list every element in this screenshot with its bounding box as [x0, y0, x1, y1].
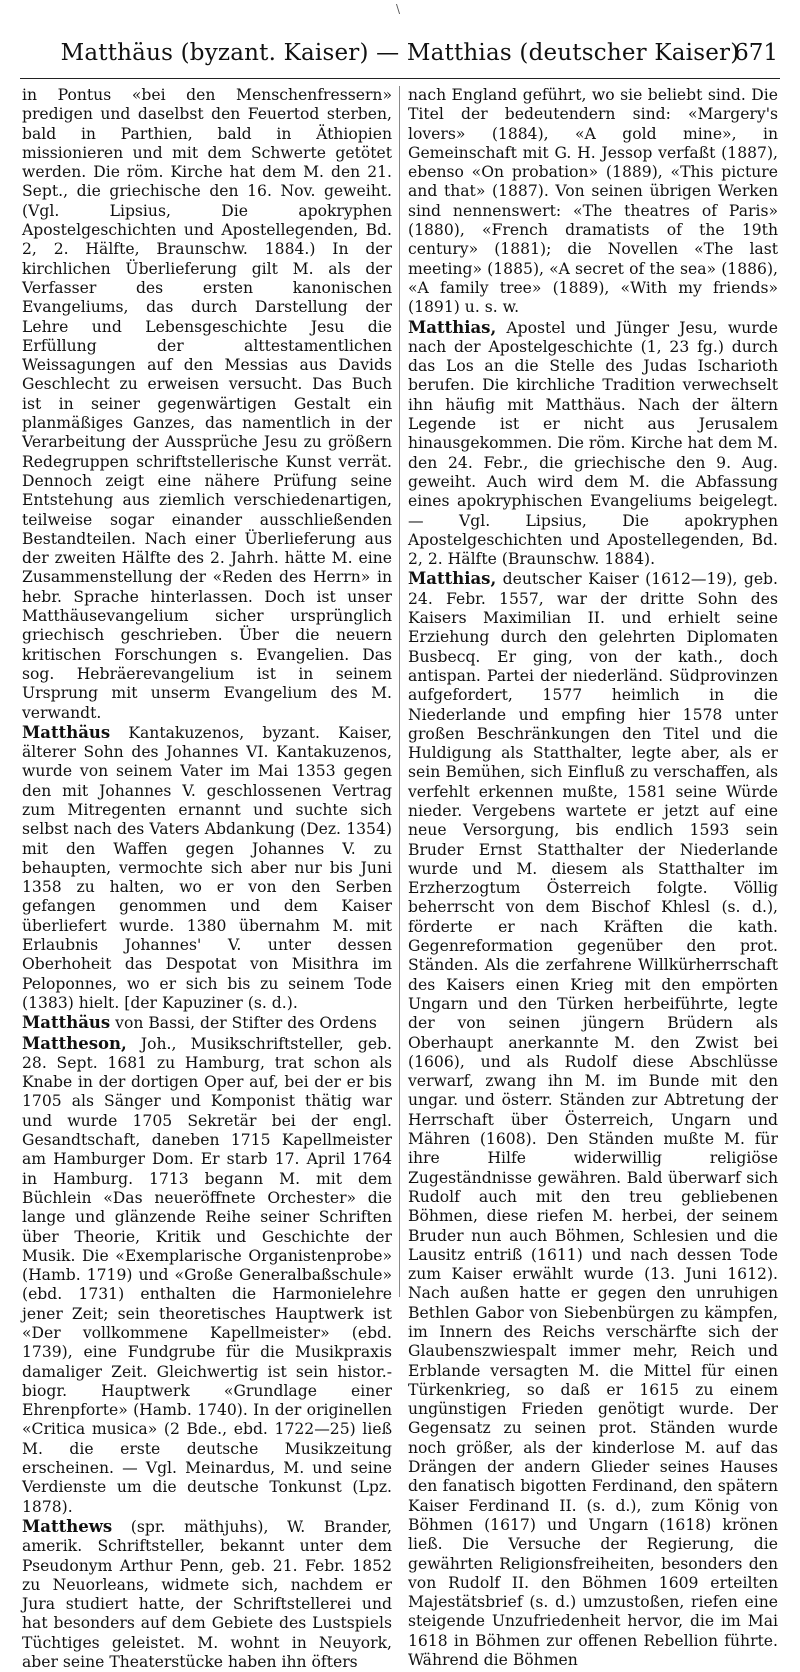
running-head: Matthäus (byzant. Kaiser) — Matthias (deutscher Kaiser) [60, 40, 740, 66]
entry-headword: Matthäus [22, 1013, 111, 1033]
entry-text: von Bassi, der Stifter des Ordens [110, 1014, 377, 1033]
entry-continuation [22, 86, 392, 723]
entry [408, 569, 778, 1670]
entry [22, 1034, 392, 1517]
page-mark: \ [396, 2, 401, 16]
entry [22, 1517, 392, 1672]
entry [22, 1013, 392, 1033]
entry-text: deutscher Kaiser (1612—19), geb. 24. Febr. 1557, war der dritte Sohn des Kaisers Maximilian II. und erhielt seine Erziehung durch den gelehrten Diplomaten Busbecq. Er ging, von der kath., doch antispan. Partei der niederländ. Südprovinzen aufgefordert, 1577 heimlich in die Niederlande und empfing hier 1578 unter großen Beschränkungen den Titel und die Huldigung als Statthalter, legte aber, als er sein Bemühen, sich Einfluß zu verschaffen, als verfehlt erkennen mußte, 1581 seine Würde nieder. Vergebens wartete er jetzt auf eine neue Versorgung, bis endlich 1593 sein Bruder Ernst Statthalter der Niederlande wurde und M. diesem als Statthalter im Erzherzogtum Österreich folgte. Völlig beherrscht von dem Bischof Khlesl (s. d.), förderte er nach Kräften die kath. Gegenreformation gegenüber den prot. Ständen. Als die zerfahrene Willkürherrschaft des Kaisers einen Krieg mit den empörten Ungarn und den Türken herbeiführte, legte der von seinen jüngern Brüdern als Oberhaupt anerkannte M. den Zwist bei (1606), und als Rudolf diese Abschlüsse verwarf, zwang ihn M. im Bunde mit den ungar. und österr. Ständen zur Abtretung der Herrschaft über Österreich, Ungarn und Mähren (1608). Den Ständen mußte M. für ihre Hilfe widerwillig religiöse Zugeständnisse gewähren. Bald überwarf sich Rudolf auch mit den treu gebliebenen Böhmen, diese riefen M. herbei, der seinem Bruder nun auch Böhmen, Schlesien und die Lausitz entriß (1611) und nach dessen Tode zum Kaiser erwählt wurde (13. Juni 1612). Nach außen hatte er gegen den unruhigen Bethlen Gabor von Siebenbürgen zu kämpfen, im Innern des Reichs verschärfte sich der Glaubenszwiespalt immer mehr, Reich und Erblande versagten M. die Mittel für einen Türkenkrieg, so daß er 1615 zu einem ungünstigen Frieden genötigt wurde. Der Gegensatz zu seinen prot. Ständen wurde noch größer, als der kinderlose M. auf das Drängen der andern Glieder seines Hauses den fanatisch bigotten Ferdinand, den spätern Kaiser Ferdinand II. (s. d.), zum König von Böhmen (1617) und Ungarn (1618) krönen ließ. Die Versuche der Regierung, die gewährten Religionsfreiheiten, besonders den von Rudolf II. den Böhmen 1609 erteilten Majestätsbrief (s. d.) umzustoßen, riefen eine steigende Unzufriedenheit hervor, die im Mai 1618 in Böhmen zur offenen Rebellion führte. Während die Böhmen [408, 570, 778, 1670]
entry-headword: Mattheson, [22, 1033, 127, 1053]
entry [22, 723, 392, 1013]
entry-text: in Pontus «bei den Menschenfressern» predigen und daselbst den Feuertod sterben, bald in Parthien, bald in Äthiopien missionieren und mit dem Schwerte getötet werden. Die röm. Kirche hat dem M. den 21. Sept., die griechische den 16. Nov. geweiht. (Vgl. Lipsius, Die apokryphen Apostelgeschichten und Apostellegenden, Bd. 2, 2. Hälfte, Braunschw. 1884.) In der kirchlichen Überlieferung gilt M. als der Verfasser des ersten kanonischen Evangeliums, das durch Darstellung der Lehre und Lebensgeschichte Jesu die Erfüllung der alttestamentlichen Weissagungen auf den Messias aus Davids Geschlecht zu erweisen versucht. Das Buch ist in seiner gegenwärtigen Gestalt ein planmäßiges Ganzes, das namentlich in der Verarbeitung der Aussprüche Jesu zu größern Redegruppen schriftstellerische Kunst verrät. Dennoch zeigt eine nähere Prüfung seine Entstehung aus ziemlich verschiedenartigen, teilweise sogar einander ausschließenden Bestandteilen. Nach einer Überlieferung aus der zweiten Hälfte des 2. Jahrh. hätte M. eine Zusammenstellung der «Reden des Herrn» in hebr. Sprache hinterlassen. Doch ist unser Matthäusevangelium sicher ursprünglich griechisch geschrieben. Über die neuern kritischen Forschungen s. Evangelien. Das sog. Hebräerevangelium ist in seinem Ursprung mit unserm Evangelium des M. verwandt. [22, 86, 392, 722]
entry [408, 318, 778, 570]
entry-text: (spr. mäthjuhs), W. Brander, amerik. Schriftsteller, bekannt unter dem Pseudonym Arthur Penn, geb. 21. Febr. 1852 zu Neuorleans, widmete sich, nachdem er Jura studiert hatte, der Schriftstellerei und hat besonders auf dem Gebiete des Lustspiels Tüchtiges geleistet. M. wohnt in Neuyork, aber seine Theaterstücke haben ihn öfters [22, 1517, 392, 1672]
entry-text: Apostel und Jünger Jesu, wurde nach der Apostelgeschichte (1, 23 fg.) durch das Los an die Stelle des Judas Ischarioth berufen. Die kirchliche Tradition verwechselt ihn häufig mit Matthäus. Nach der ältern Legende ist er nicht aus Jerusalem hinausgekommen. Die röm. Kirche hat dem M. den 24. Febr., die griechische den 9. Aug. geweiht. Auch wird dem M. die Abfassung eines apokryphischen Evangeliums beigelegt. — Vgl. Lipsius, Die apokryphen Apostelgeschichten und Apostellegenden, Bd. 2, 2. Hälfte (Braunschw. 1884). [408, 318, 778, 569]
column-divider [399, 86, 400, 1297]
left-column [22, 86, 392, 1672]
page-number: 671 [734, 40, 778, 66]
header-rule [20, 78, 780, 79]
entry-headword: Matthews [22, 1516, 113, 1536]
entry-text: Kantakuzenos, byzant. Kaiser, älterer Sohn des Johannes VI. Kantakuzenos, wurde von seinem Vater im Mai 1353 gegen den mit Johannes V. geschlossenen Vertrag zum Mitregenten ernannt und suchte sich selbst nach des Vaters Abdankung (Dez. 1354) mit den Waffen gegen Johannes V. zu behaupten, vermochte sich aber nur bis Juni 1358 zu halten, wo er von den Serben gefangen genommen und dem Kaiser überliefert wurde. 1380 übernahm M. mit Erlaubnis Johannes' V. unter dessen Oberhoheit das Despotat von Misithra im Peloponnes, wo er sich bis zu seinem Tode (1383) hielt. [der Kapuziner (s. d.). [22, 723, 392, 1012]
entry-headword: Matthias, [408, 317, 497, 337]
entry-continuation [408, 86, 778, 318]
entry-text: Joh., Musikschriftsteller, geb. 28. Sept. 1681 zu Hamburg, trat schon als Knabe in der dortigen Oper auf, bei der er bis 1705 als Sänger und Komponist thätig war und wurde 1705 Sekretär bei der engl. Gesandtschaft, daneben 1715 Kapellmeister am Hamburger Dom. Er starb 17. April 1764 in Hamburg. 1713 begann M. mit dem Büchlein «Das neueröffnete Orchester» die lange und glänzende Reihe seiner Schriften über Theorie, Kritik und Geschichte der Musik. Die «Exemplarische Organistenprobe» (Hamb. 1719) und «Große Generalbaßschule» (ebd. 1731) enthalten die Harmonielehre jener Zeit; sein theoretisches Hauptwerk ist «Der vollkommene Kapellmeister» (ebd. 1739), eine Fundgrube für die Musikpraxis damaliger Zeit. Gleichwertig ist sein histor.-biogr. Hauptwerk «Grundlage einer Ehrenpforte» (Hamb. 1740). In der originellen «Critica musica» (2 Bde., ebd. 1722—25) ließ M. die erste deutsche Musikzeitung erscheinen. — Vgl. Meinardus, M. und seine Verdienste um die deutsche Tonkunst (Lpz. 1878). [22, 1034, 392, 1516]
page-header [20, 40, 780, 74]
right-column [408, 86, 778, 1670]
entry-text: nach England geführt, wo sie beliebt sind. Die Titel der bedeutendern sind: «Margery's lovers» (1884), «A gold mine», in Gemeinschaft mit G. H. Jessop verfaßt (1887), ebenso «On probation» (1889), «This picture and that» (1887). Von seinen übrigen Werken sind nennenswert: «The theatres of Paris» (1880), «French dramatists of the 19th century» (1881); die Novellen «The last meeting» (1885), «A secret of the sea» (1886), «A family tree» (1889), «With my friends» (1891) u. s. w. [408, 86, 778, 317]
entry-headword: Matthäus [22, 722, 111, 742]
entry-headword: Matthias, [408, 569, 497, 589]
